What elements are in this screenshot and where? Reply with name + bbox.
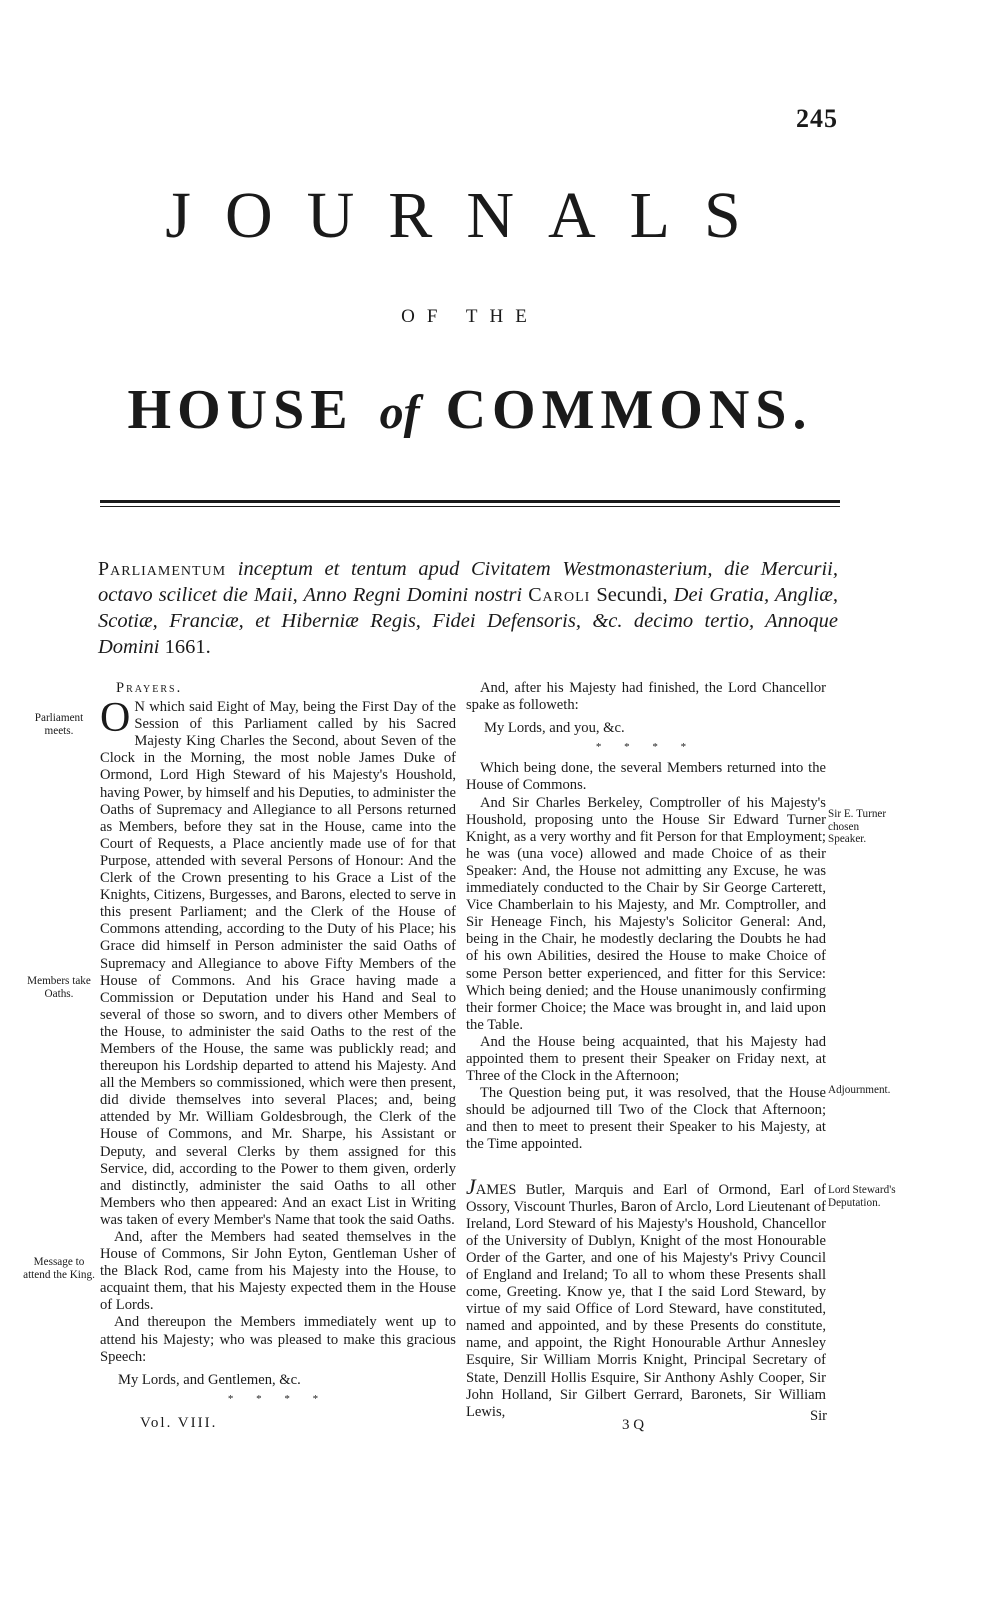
preamble-latin-2: Dei Gratia, Angliæ, Scotiæ, Franciæ, et Hiberniæ Regis, Fidei Defensoris, &c. decimo tertio, Annoque Domini [98, 584, 839, 658]
paragraph-commission [466, 1173, 826, 1421]
paragraph-gracious-speech: And thereupon the Members immediately went up to attend his Majesty; who was pleased to make this gracious Speech: [100, 1314, 456, 1365]
margin-note-turner-speaker: Sir E. Turner chosen Speaker. [828, 808, 887, 845]
paragraph-black-rod: And, after the Members had seated themselves in the House of Commons, Sir John Eyton, Gentleman Usher of the Black Rod, came from his Majesty into the House, to acquaint them, that his Majesty expected them in the House of Lords. [100, 1229, 456, 1314]
prayers-heading: Prayers. [116, 680, 183, 696]
page-number: 245 [796, 104, 838, 133]
paragraph-present-speaker: And the House being acquainted, that his Majesty had appointed them to present their Speaker on Friday next, at Three of the Clock in the Afternoon; [466, 1033, 826, 1085]
omission-stars-right: * * * * [595, 741, 697, 754]
title-rule-thick [100, 500, 840, 503]
margin-note-parliament-meets: Parliament meets. [34, 712, 84, 737]
left-column [100, 680, 456, 1412]
king-speech-opening: My Lords, and Gentlemen, &c. [118, 1371, 301, 1388]
paragraph-speaker-chosen: And Sir Charles Berkeley, Comptroller of his Majesty's Houshold, proposing unto the House Sir Edward Turner Knight, as a very worthy and fit Person for that Employment; he was (una voce) allowed and made Choice of as their Speaker: And, the House not admitting any Excuse, he was immediately conducted to the Chair by Sir George Carterett, Vice Chamberlain to his Majesty, and Mr. Comptroller, and Sir Heneage Finch, his Majesty's Solicitor General: And, being in the Chair, he modestly declaring the Doubts he had of his own Abilities, desired the House to make Choice of some Person better experienced, and fitter for this Service: Which being denied; and the House unanimously confirming their former Choice; the Mace was brought in, and laid upon the Table. [466, 794, 826, 1033]
title-house: HOUSE [127, 379, 354, 441]
catchword: Sir [810, 1408, 828, 1424]
margin-note-lord-steward: Lord Steward's Deputation. [828, 1184, 896, 1209]
margin-note-adjournment: Adjournment. [828, 1084, 891, 1096]
paragraph-adjournment: The Question being put, it was resolved, that the House should be adjourned till Two of the Clock that Afternoon; and then to meet to present their Speaker to his Majesty, at the Time appointed. [466, 1085, 826, 1153]
volume-number: Vol. VIII. [140, 1415, 218, 1431]
title-of: of [379, 386, 420, 439]
title-journals: JOURNALS [165, 179, 775, 252]
right-column [466, 680, 826, 1421]
signature-mark: 3 Q [622, 1417, 645, 1433]
preamble [98, 556, 838, 660]
paragraph-lord-chancellor: And, after his Majesty had finished, the Lord Chancellor spake as followeth: [466, 680, 826, 714]
preamble-year: 1661. [164, 636, 211, 658]
preamble-secundi: Secundi, [596, 584, 668, 606]
preamble-caroli: Caroli [528, 584, 591, 606]
title-house-of-commons [90, 378, 850, 442]
paragraph-members-return: Which being done, the several Members returned into the House of Commons. [466, 760, 826, 794]
chancellor-speech-opening: My Lords, and you, &c. [484, 720, 625, 737]
preamble-latin-1: inceptum et tentum apud Civitatem Westmonasterium, die Mercurii, octavo scilicet die Maii, Anno Regni Domini nostri [98, 558, 838, 606]
commission-cap: J [466, 1173, 476, 1199]
paragraph-oaths-text: N which said Eight of May, being the First Day of the Session of this Parliament called by his Sacred Majesty King Charles the Second, about Seven of the Clock in the Morning, the most noble James Duke of Ormond, Lord High Steward of his Majesty's Houshold, having Power, by himself and his Deputies, to administer the Oaths of Supremacy and Allegiance to all Persons returned as Members, before they sat in the House, came into the Court of Requests, a Place anciently made use of for that Purpose, attended with several Persons of Honour: And the Clerk of the Crown presenting to his Grace a List of the Knights, Citizens, Burgesses, and Barons, elected to serve in this present Parliament; and the Clerk of the House of Commons attending, according to the Duty of his Place; his Grace did himself in Person administer the said Oaths of Supremacy and Allegiance to above Fifty Members of the House of Commons. And his Grace having made a Commission or Deputation under his Hand and Seal to several of those so sworn, and to divers other Members of the House, to administer the said Oaths to the rest of the Members of the House, the same was publickly read; and thereupon his Lordship departed to attend his Majesty. And all the Members so commissioned, which were then present, did divide themselves into several Places; and, being attended by Mr. William Goldesbrough, the Clerk of the House of Commons, and Mr. Sharpe, his Assistant or Deputy, and several Clerks by them assigned for this Service, did, according to the Power to them given, orderly and distinctly, administer the said Oaths to all other Members who then appeared: And an exact List in Writing was taken of every Member's Name that took the said Oaths. [100, 699, 456, 1228]
margin-note-members-oaths: Members take Oaths. [27, 975, 91, 1000]
commission-text: AMES Butler, Marquis and Earl of Ormond, Earl of Ossory, Viscount Thurles, Baron of Arclo, Lord Lieutenant of Ireland, Lord Steward of his Majesty's Houshold, Chancellor of the University of Dublyn, Knight of the most Honourable Order of the Garter, and one of his Majesty's Privy Council of England and Ireland; To all to whom these Presents shall come, Greeting. Know ye, that I the said Lord Steward, by virtue of my said Office of Lord Steward, have constituted, named and appointed, and by these Presents do constitute, name, and appoint, the Right Honourable Arthur Annesley Esquire, Sir William Morris Knight, Principal Secretary of State, Denzill Hollis Esquire, Sir Anthony Ashly Cooper, Sir John Holland, Sir Gilbert Gerrard, Baronets, Sir William Lewis, [466, 1181, 826, 1420]
paragraph-oaths [100, 695, 456, 1229]
title-rule-thin [100, 506, 840, 507]
margin-note-message-king: Message to attend the King. [23, 1256, 95, 1281]
preamble-intro: Parliamentum [98, 558, 227, 580]
title-commons: COMMONS. [445, 379, 813, 441]
drop-cap: O [100, 695, 131, 742]
omission-stars-left: * * * * [227, 1392, 329, 1405]
title-of-the: OF THE [401, 306, 539, 327]
